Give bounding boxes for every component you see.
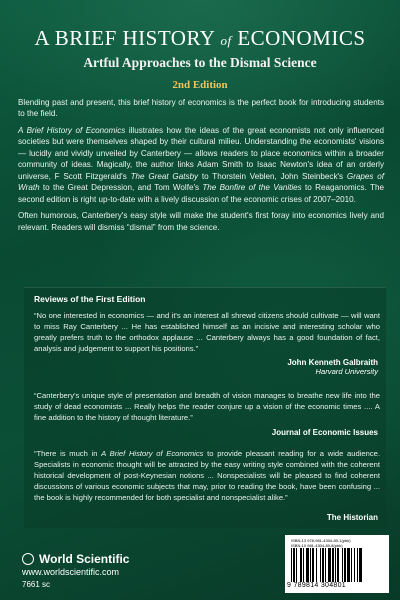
book-title-italic: A Brief History of Economics xyxy=(18,125,126,135)
blurb-text: illustrates how the ideas of the great economists not only influenced societies but were themselves shaped by their cultural milieu. Understanding the economists' visions — lucidly and vividly unveiled by Canterbery — allows readers to place economics within a broader community of ideas. Magically, the author links Adam Smith to Isaac Newton's idea of an orderly universe, F Scott Fitzgerald's xyxy=(18,125,384,181)
review-historian xyxy=(34,448,380,503)
reviewer-name: John Kenneth Galbraith xyxy=(287,358,378,367)
isbn-13: ISBN-13 978-981-4304-80-1(pbk) xyxy=(291,538,351,543)
reviewer-name: The Historian xyxy=(326,513,378,522)
blurb-paragraph-3: Often humorous, Canterbery's easy style will make the student's first foray into economics lively and relevant. Readers will dismiss “dismal” from the science. xyxy=(18,211,384,232)
review-text: “There is much in xyxy=(34,449,102,458)
edition-label: 2nd Edition xyxy=(172,79,228,91)
title-part-1: A BRIEF HISTORY xyxy=(34,26,215,50)
blurb-text: to Thorstein Veblen, John Steinbeck's xyxy=(198,171,347,181)
review-galbraith: “No one interested in economics — and it's an interest all shrewd citizens should cultivate — will want to miss Ray Canterbery ... He has established himself as an incisive and interesting scholar who greatly prefers truth to the orthodox applause ... Canterbery always has a good foundation of fact, analysis and judgement to support his positions.” xyxy=(34,311,380,353)
catalog-code: 7661 sc xyxy=(22,580,51,589)
publisher-block xyxy=(22,552,129,589)
blurb-text: to the Great Depression, and Tom Wolfe's xyxy=(39,183,203,193)
reviews-heading: Reviews of the First Edition xyxy=(34,294,146,304)
blurb-paragraph-1: Blending past and present, this brief history of economics is the perfect book for introducing students to the field. xyxy=(18,98,384,119)
work-title-gatsby: The Great Gatsby xyxy=(130,171,199,181)
book-description xyxy=(18,97,384,238)
barcode-number: 9 789814 304801 xyxy=(287,582,346,589)
blurb-paragraph-2 xyxy=(18,125,384,205)
title-part-2: ECONOMICS xyxy=(237,26,366,50)
book-title-italic: A Brief History of Economics xyxy=(101,449,204,458)
title-of: of xyxy=(220,33,232,48)
reviewer-name: Journal of Economic Issues xyxy=(271,428,378,437)
review-journal: “Canterbery's unique style of presentation and breadth of vision manages to breathe new life into the study of dead economists ... Really helps the reader conjure up a vision of the economic times .... A fine addition to the history of thought literature.” xyxy=(34,391,380,422)
review-text: to provide pleasant reading for a wide audience. Specialists in economic thought will be attracted by the easy writing style combined with the coherent historical development of post-Keynesian notions ... Nonspecialists will be pleased to find coherent discussions of various economic subjects that may, prior to reading the book, have been confusing ... the book is highly recommended for both specialist and nonspecialist alike.” xyxy=(34,449,380,502)
book-title xyxy=(0,28,400,49)
cover-header xyxy=(0,28,400,91)
review-attribution xyxy=(327,513,378,522)
isbn-10: ISBN-10 981-4304-80-8(pbk) xyxy=(291,543,343,548)
blurb-text: to Reaganomics. The second edition is right up-to-date with a lively discussion of the economic crises of 2007–2010. xyxy=(18,183,384,204)
book-subtitle: Artful Approaches to the Dismal Science xyxy=(83,55,317,70)
reviews-panel xyxy=(24,287,386,528)
publisher-url: www.worldscientific.com xyxy=(22,567,120,577)
barcode-bars xyxy=(291,548,383,582)
work-title-bonfire: The Bonfire of the Vanities xyxy=(202,183,302,193)
publisher-name xyxy=(22,552,129,566)
review-attribution xyxy=(272,428,378,437)
reviewer-institution: Harvard University xyxy=(315,367,378,376)
globe-logo-icon xyxy=(22,553,34,565)
isbn-barcode xyxy=(285,535,389,593)
publisher-name-text: World Scientific xyxy=(39,552,130,566)
review-attribution xyxy=(287,358,378,376)
work-title-grapes: Grapes of Wrath xyxy=(18,171,385,193)
